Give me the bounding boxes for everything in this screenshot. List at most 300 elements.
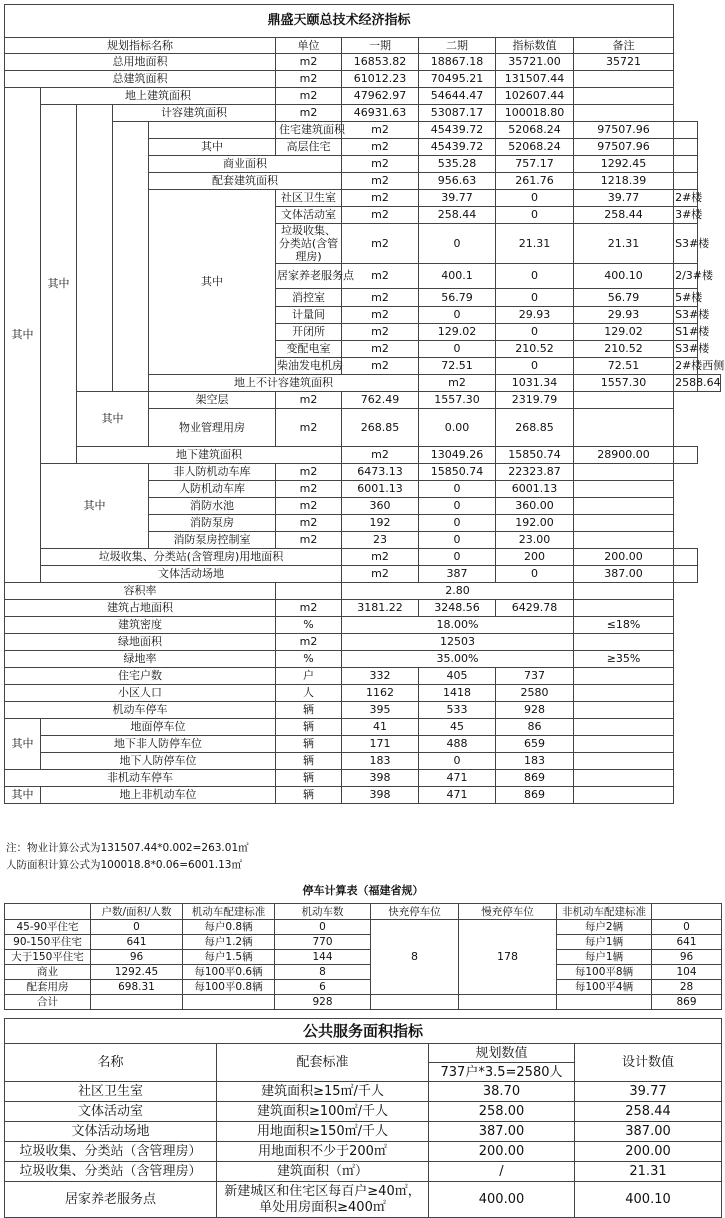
public-header-name: 名称 (5, 1044, 217, 1082)
row-label: 配套建筑面积 (149, 173, 342, 190)
row-phase1: 762.49 (342, 392, 419, 409)
row-label: 地面停车位 (41, 719, 276, 736)
row-unit: m2 (342, 139, 419, 156)
row-unit: m2 (342, 224, 419, 264)
row-unit: m2 (276, 105, 342, 122)
public-row-std: 新建城区和住宅区每百户≥40㎡，单处用房面积≥400㎡ (217, 1182, 429, 1218)
parking-row-count: 641 (91, 935, 183, 950)
row-phase2: 471 (419, 787, 496, 804)
parking-header: 非机动车配建标准 (557, 904, 652, 920)
row-note: S3#楼 (674, 307, 697, 324)
row-phase2: 0 (496, 358, 574, 375)
row-phase1: 258.44 (419, 207, 496, 224)
row-phase1: 360 (342, 498, 419, 515)
row-note (674, 156, 697, 173)
row-note (574, 464, 674, 481)
row-total: 210.52 (574, 341, 674, 358)
row-unit: m2 (342, 190, 419, 207)
parking-row-std: 每户1.2辆 (183, 935, 275, 950)
public-row-name: 垃圾收集、分类站（含管理房） (5, 1142, 217, 1162)
public-title: 公共服务面积指标 (5, 1019, 722, 1044)
row-label: 地下非人防停车位 (41, 736, 276, 753)
public-row-name: 垃圾收集、分类站（含管理房） (5, 1162, 217, 1182)
row-total: 928 (496, 702, 574, 719)
row-label: 消控室 (276, 289, 342, 307)
row-label: 建筑密度 (5, 617, 276, 634)
row-total: 35721.00 (496, 54, 574, 71)
row-phase1: 0 (419, 341, 496, 358)
row-phase2: 488 (419, 736, 496, 753)
parking-title: 停车计算表（福建省规） (5, 879, 722, 904)
row-note (674, 173, 697, 190)
parking-table (4, 879, 722, 1010)
parking-row-cars: 6 (275, 980, 371, 995)
note-line: 注：物业计算公式为131507.44*0.002=263.01㎡ (6, 842, 249, 854)
row-label: 总用地面积 (5, 54, 276, 71)
public-header-plan-sub: 737户*3.5=2580人 (429, 1063, 575, 1082)
row-note: 2#楼 (674, 190, 697, 207)
parking-row-bikes: 0 (652, 920, 722, 935)
row-label: 商业面积 (149, 156, 342, 173)
row-unit: m2 (276, 88, 342, 105)
row-phase2: 0 (496, 264, 574, 289)
row-phase2: 21.31 (496, 224, 574, 264)
row-phase1: 171 (342, 736, 419, 753)
parking-row-cars: 144 (275, 950, 371, 965)
row-note (574, 105, 674, 122)
row-total: 97507.96 (574, 122, 674, 139)
row-total: 6001.13 (496, 481, 574, 498)
row-unit: 辆 (276, 787, 342, 804)
row-note (674, 447, 697, 464)
row-note (574, 736, 674, 753)
row-unit: m2 (342, 358, 419, 375)
row-label: 架空层 (149, 392, 276, 409)
parking-total-blank (459, 995, 557, 1010)
parking-row-name: 90-150平住宅 (5, 935, 91, 950)
row-label-blank (149, 122, 276, 139)
row-total: 387.00 (574, 566, 674, 583)
parking-header: 机动车数 (275, 904, 371, 920)
row-total: 869 (496, 770, 574, 787)
row-label: 高层住宅 (276, 139, 342, 156)
group-label: 其中 (5, 719, 41, 770)
row-unit: m2 (276, 71, 342, 88)
header-name: 规划指标名称 (5, 38, 276, 54)
public-row-std: 建筑面积（㎡） (217, 1162, 429, 1182)
row-note: S1#楼 (674, 324, 697, 341)
row-unit: 户 (276, 668, 342, 685)
row-label: 绿地面积 (5, 634, 276, 651)
row-phase2: 0 (419, 753, 496, 770)
row-total: 192.00 (496, 515, 574, 532)
row-note (574, 668, 674, 685)
row-phase1: 6473.13 (342, 464, 419, 481)
public-row-name: 居家养老服务点 (5, 1182, 217, 1218)
parking-row-count (91, 995, 183, 1010)
parking-row-bike-std: 每户2辆 (557, 920, 652, 935)
row-unit: m2 (342, 207, 419, 224)
public-row-name: 文体活动场地 (5, 1122, 217, 1142)
parking-row-std: 每户1.5辆 (183, 950, 275, 965)
row-phase1: 16853.82 (342, 54, 419, 71)
row-phase2: 405 (419, 668, 496, 685)
row-note: 35721 (574, 54, 674, 71)
row-phase2: 210.52 (496, 341, 574, 358)
public-row-plan: 38.70 (429, 1082, 575, 1102)
public-row-plan: 387.00 (429, 1122, 575, 1142)
row-phase2: 1557.30 (574, 375, 674, 392)
parking-row-cars: 8 (275, 965, 371, 980)
public-row-plan: / (429, 1162, 575, 1182)
row-merged-value: 18.00% (342, 617, 574, 634)
row-phase2: 1557.30 (419, 392, 496, 409)
main-title: 鼎盛天颐总技术经济指标 (5, 5, 674, 38)
row-label: 计容建筑面积 (113, 105, 276, 122)
row-unit: m2 (276, 481, 342, 498)
row-unit: m2 (342, 307, 419, 324)
row-unit: 辆 (276, 719, 342, 736)
row-phase1: 47962.97 (342, 88, 419, 105)
parking-row-bike-std: 每户1辆 (557, 935, 652, 950)
row-phase2: 3248.56 (419, 600, 496, 617)
row-label: 小区人口 (5, 685, 276, 702)
row-label: 开闭所 (276, 324, 342, 341)
row-phase1: 535.28 (419, 156, 496, 173)
parking-row-bikes: 869 (652, 995, 722, 1010)
row-unit: 辆 (276, 702, 342, 719)
row-label: 变配电室 (276, 341, 342, 358)
row-note (574, 702, 674, 719)
row-phase1: 387 (419, 566, 496, 583)
row-unit: 辆 (276, 770, 342, 787)
row-merged-value: 2.80 (342, 583, 574, 600)
row-total: 21.31 (574, 224, 674, 264)
row-merged-value: 35.00% (342, 651, 574, 668)
row-phase2: 52068.24 (496, 139, 574, 156)
technical-indicators-table (4, 4, 725, 804)
row-label: 建筑占地面积 (5, 600, 276, 617)
row-phase2: 200 (496, 549, 574, 566)
row-unit: m2 (276, 634, 342, 651)
parking-row-count: 698.31 (91, 980, 183, 995)
row-phase2: 0.00 (419, 409, 496, 447)
parking-row-name: 配套用房 (5, 980, 91, 995)
fast-charge-count: 8 (371, 920, 459, 995)
public-row-plan: 200.00 (429, 1142, 575, 1162)
row-unit: m2 (342, 156, 419, 173)
row-total: 183 (496, 753, 574, 770)
row-unit: 人 (276, 685, 342, 702)
row-phase1: 46931.63 (342, 105, 419, 122)
parking-row-name: 45-90平住宅 (5, 920, 91, 935)
row-unit: m2 (342, 447, 419, 464)
row-label: 消防泵房 (149, 515, 276, 532)
header-phase2: 二期 (419, 38, 496, 54)
parking-header: 快充停车位 (371, 904, 459, 920)
row-total: 22323.87 (496, 464, 574, 481)
row-phase1: 0 (419, 224, 496, 264)
row-phase1: 0 (419, 549, 496, 566)
parking-row-std: 每100平0.8辆 (183, 980, 275, 995)
row-total: 100018.80 (496, 105, 574, 122)
row-unit: m2 (276, 515, 342, 532)
parking-header: 机动车配建标准 (183, 904, 275, 920)
row-phase1: 39.77 (419, 190, 496, 207)
row-phase1: 23 (342, 532, 419, 549)
row-total: 131507.44 (496, 71, 574, 88)
row-unit: m2 (342, 566, 419, 583)
row-label: 人防机动车库 (149, 481, 276, 498)
public-row-design: 400.10 (575, 1182, 722, 1218)
parking-row-bikes: 104 (652, 965, 722, 980)
row-phase2: 0 (496, 190, 574, 207)
row-phase1: 332 (342, 668, 419, 685)
row-phase1: 192 (342, 515, 419, 532)
public-header-std: 配套标准 (217, 1044, 429, 1082)
row-note (574, 600, 674, 617)
row-phase2: 54644.47 (419, 88, 496, 105)
note-line: 人防面积计算公式为100018.8*0.06=6001.13㎡ (6, 859, 242, 871)
row-note: 2/3#楼 (674, 264, 697, 289)
parking-row-bike-std: 每100平4辆 (557, 980, 652, 995)
header-note: 备注 (574, 38, 674, 54)
public-row-std: 用地面积不少于200㎡ (217, 1142, 429, 1162)
row-phase1: 395 (342, 702, 419, 719)
parking-row-cars: 770 (275, 935, 371, 950)
row-phase2: 0 (419, 498, 496, 515)
row-phase2: 18867.18 (419, 54, 496, 71)
parking-row-bikes: 28 (652, 980, 722, 995)
row-unit: m2 (342, 264, 419, 289)
row-unit: 辆 (276, 736, 342, 753)
row-note (674, 122, 697, 139)
row-phase1: 1162 (342, 685, 419, 702)
row-label: 居家养老服务点 (276, 264, 342, 289)
row-total: 737 (496, 668, 574, 685)
row-note (574, 71, 674, 88)
row-phase2: 0 (496, 566, 574, 583)
row-phase2: 29.93 (496, 307, 574, 324)
row-phase2: 471 (419, 770, 496, 787)
row-phase1: 3181.22 (342, 600, 419, 617)
row-note: S3#楼 (674, 341, 697, 358)
row-unit: m2 (342, 122, 419, 139)
public-row-design: 387.00 (575, 1122, 722, 1142)
row-unit: m2 (419, 375, 496, 392)
row-unit: m2 (276, 392, 342, 409)
row-phase2: 45 (419, 719, 496, 736)
row-phase2: 0 (419, 532, 496, 549)
row-phase1: 268.85 (342, 409, 419, 447)
row-note: S3#楼 (674, 224, 697, 264)
row-label: 文体活动室 (276, 207, 342, 224)
row-phase2: 757.17 (496, 156, 574, 173)
row-label: 消防泵房控制室 (149, 532, 276, 549)
row-note (574, 634, 674, 651)
row-phase1: 72.51 (419, 358, 496, 375)
row-unit (276, 583, 342, 600)
row-note (574, 583, 674, 600)
row-unit: 辆 (276, 753, 342, 770)
parking-row-std (183, 995, 275, 1010)
row-total: 6429.78 (496, 600, 574, 617)
row-note (574, 685, 674, 702)
row-total: 1218.39 (574, 173, 674, 190)
row-note (674, 566, 697, 583)
row-phase1: 398 (342, 787, 419, 804)
parking-row-count: 1292.45 (91, 965, 183, 980)
row-phase1: 13049.26 (419, 447, 496, 464)
public-row-design: 258.44 (575, 1102, 722, 1122)
row-phase2: 52068.24 (496, 122, 574, 139)
row-phase2: 0 (419, 481, 496, 498)
row-note (574, 498, 674, 515)
row-label: 地下人防停车位 (41, 753, 276, 770)
row-phase1: 398 (342, 770, 419, 787)
row-merged-value: 12503 (342, 634, 574, 651)
row-total: 2580 (496, 685, 574, 702)
parking-row-count: 96 (91, 950, 183, 965)
row-total: 102607.44 (496, 88, 574, 105)
public-row-std: 用地面积≥150㎡/千人 (217, 1122, 429, 1142)
row-phase2: 15850.74 (496, 447, 574, 464)
group-label: 其中 (5, 88, 41, 583)
row-total: 2588.64 (674, 375, 697, 392)
row-unit: m2 (276, 600, 342, 617)
parking-row-bikes: 641 (652, 935, 722, 950)
header-phase1: 一期 (342, 38, 419, 54)
row-unit: m2 (276, 498, 342, 515)
row-phase1: 956.63 (419, 173, 496, 190)
row-note (574, 753, 674, 770)
parking-header: 户数/面积/人数 (91, 904, 183, 920)
row-total: 200.00 (574, 549, 674, 566)
row-note (574, 770, 674, 787)
public-header-design: 设计数值 (575, 1044, 722, 1082)
row-label: 地下建筑面积 (77, 447, 342, 464)
row-phase1: 400.1 (419, 264, 496, 289)
row-total: 268.85 (496, 409, 574, 447)
row-total: 129.02 (574, 324, 674, 341)
row-unit: m2 (276, 464, 342, 481)
row-note (574, 392, 674, 409)
parking-header (652, 904, 722, 920)
group-label: 其中 (41, 105, 77, 464)
row-total: 258.44 (574, 207, 674, 224)
row-note: ≤18% (574, 617, 674, 634)
row-phase1: 0 (419, 307, 496, 324)
row-label: 容积率 (5, 583, 276, 600)
row-unit: m2 (342, 289, 419, 307)
row-total: 56.79 (574, 289, 674, 307)
row-label: 地上非机动车位 (41, 787, 276, 804)
row-label: 非机动车停车 (5, 770, 276, 787)
parking-row-bike-std (557, 995, 652, 1010)
row-label: 柴油发电机房 (276, 358, 342, 375)
public-row-design: 200.00 (575, 1142, 722, 1162)
header-total: 指标数值 (496, 38, 574, 54)
row-phase2: 0 (496, 207, 574, 224)
row-phase1: 183 (342, 753, 419, 770)
parking-header: 慢充停车位 (459, 904, 557, 920)
row-label: 住宅户数 (5, 668, 276, 685)
row-phase1: 61012.23 (342, 71, 419, 88)
group-label: 其中 (77, 392, 149, 447)
row-unit: % (276, 617, 342, 634)
public-service-table (4, 1018, 722, 1218)
header-unit: 单位 (276, 38, 342, 54)
public-row-std: 建筑面积≥15㎡/千人 (217, 1082, 429, 1102)
public-row-std: 建筑面积≥100㎡/千人 (217, 1102, 429, 1122)
row-total: 1292.45 (574, 156, 674, 173)
parking-row-count: 0 (91, 920, 183, 935)
row-total: 29.93 (574, 307, 674, 324)
row-label: 垃圾收集、分类站(含管理房) (276, 224, 342, 264)
row-phase2: 0 (419, 515, 496, 532)
public-header-plan: 规划数值 (429, 1044, 575, 1063)
group-label: 其中 (41, 464, 149, 549)
row-label: 地上建筑面积 (41, 88, 276, 105)
row-unit: m2 (342, 549, 419, 566)
row-note (574, 719, 674, 736)
parking-row-std: 每户0.8辆 (183, 920, 275, 935)
row-note (574, 481, 674, 498)
row-note (674, 139, 697, 156)
row-label: 住宅建筑面积 (276, 122, 342, 139)
row-unit: % (276, 651, 342, 668)
row-total: 97507.96 (574, 139, 674, 156)
row-label: 地上不计容建筑面积 (149, 375, 419, 392)
row-label: 文体活动场地 (41, 566, 342, 583)
row-label: 机动车停车 (5, 702, 276, 719)
group-label: 其中 (149, 190, 276, 375)
row-note (574, 787, 674, 804)
group-label: 其中 (5, 787, 41, 804)
row-label: 绿地率 (5, 651, 276, 668)
row-note (674, 549, 697, 566)
parking-row-cars: 0 (275, 920, 371, 935)
row-total: 2319.79 (496, 392, 574, 409)
row-phase2: 70495.21 (419, 71, 496, 88)
row-phase1: 129.02 (419, 324, 496, 341)
row-total: 28900.00 (574, 447, 674, 464)
public-row-name: 社区卫生室 (5, 1082, 217, 1102)
parking-row-name: 商业 (5, 965, 91, 980)
row-unit: m2 (342, 324, 419, 341)
row-phase1: 56.79 (419, 289, 496, 307)
row-total: 400.10 (574, 264, 674, 289)
row-note (574, 515, 674, 532)
row-phase2: 0 (496, 289, 574, 307)
row-phase1: 45439.72 (419, 139, 496, 156)
public-row-plan: 400.00 (429, 1182, 575, 1218)
parking-row-name: 大于150平住宅 (5, 950, 91, 965)
group-label-blank (77, 105, 113, 392)
parking-row-bikes: 96 (652, 950, 722, 965)
row-total: 23.00 (496, 532, 574, 549)
formula-notes (6, 840, 249, 874)
public-row-design: 21.31 (575, 1162, 722, 1182)
row-note: 5#楼 (674, 289, 697, 307)
row-note: ≥35% (574, 651, 674, 668)
row-unit: m2 (276, 532, 342, 549)
row-phase2: 15850.74 (419, 464, 496, 481)
row-phase2: 1418 (419, 685, 496, 702)
row-phase2: 261.76 (496, 173, 574, 190)
row-phase2: 0 (496, 324, 574, 341)
row-label: 总建筑面积 (5, 71, 276, 88)
